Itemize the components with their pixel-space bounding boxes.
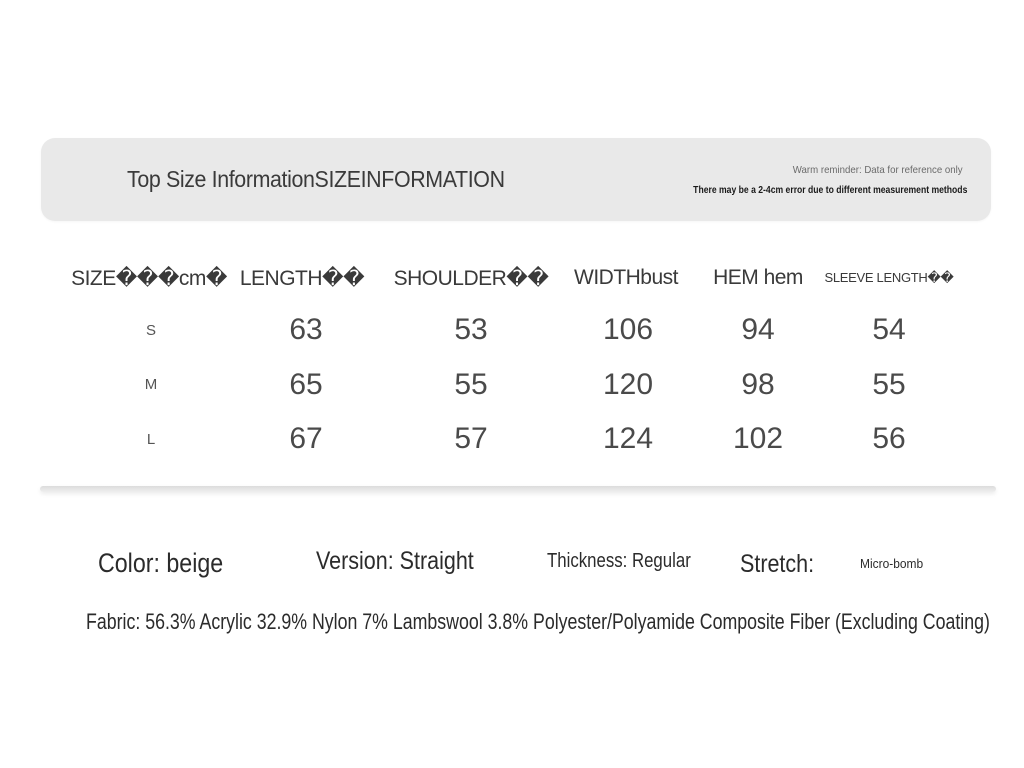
length-value: 63	[289, 313, 323, 346]
size-label: L	[146, 431, 156, 448]
column-header-length: LENGTH��	[239, 267, 365, 290]
length-value: 67	[289, 422, 323, 455]
sleeve-value: 55	[872, 368, 906, 401]
width-value: 106	[602, 313, 654, 346]
stretch-label: Stretch:	[740, 550, 815, 578]
shoulder-value: 53	[454, 313, 488, 346]
fabric-composition: Fabric: 56.3% Acrylic 32.9% Nylon 7% Lambswool 3.8% Polyester/Polyamide Composite Fiber (Excluding Coating)	[86, 609, 990, 634]
warm-reminder: Warm reminder: Data for reference only	[793, 164, 963, 176]
sleeve-value: 54	[872, 313, 906, 346]
width-value: 124	[602, 422, 654, 455]
size-label: M	[144, 376, 158, 393]
page-title: Top Size InformationSIZEINFORMATION	[127, 166, 505, 192]
column-header-size: SIZE���cm�	[71, 267, 227, 290]
hem-value: 94	[741, 313, 775, 346]
column-header-width: WIDTHbust	[573, 266, 679, 289]
sleeve-value: 56	[872, 422, 906, 455]
hem-value: 102	[732, 422, 784, 455]
shoulder-value: 55	[454, 368, 488, 401]
size-label: S	[145, 322, 157, 339]
width-value: 120	[602, 368, 654, 401]
color-attribute: Color: beige	[98, 548, 224, 578]
stretch-value: Micro-bomb	[860, 556, 924, 571]
divider	[40, 486, 996, 492]
column-header-shoulder: SHOULDER��	[393, 267, 549, 290]
version-attribute: Version: Straight	[316, 547, 474, 575]
hem-value: 98	[741, 368, 775, 401]
measurement-note: There may be a 2-4cm error due to different measurement methods	[692, 184, 967, 196]
column-header-sleeve-length: SLEEVE LENGTH��	[824, 270, 954, 285]
shoulder-value: 57	[454, 422, 488, 455]
length-value: 65	[289, 368, 323, 401]
column-header-hem: HEM hem	[713, 266, 803, 289]
thickness-attribute: Thickness: Regular	[547, 550, 691, 572]
